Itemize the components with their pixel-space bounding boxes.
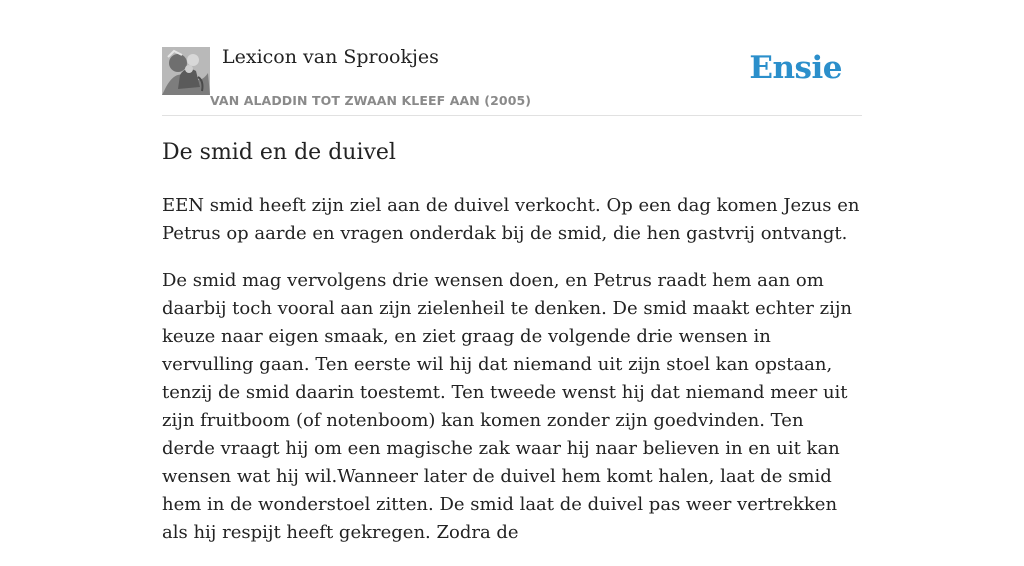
- article-title: De smid en de duivel: [162, 140, 396, 165]
- book-cover-illustration-icon: [162, 47, 210, 95]
- site-subtitle[interactable]: VAN ALADDIN TOT ZWAAN KLEEF AAN (2005): [210, 93, 532, 108]
- article-body: [162, 192, 862, 566]
- brand-logo[interactable]: Ensie: [749, 50, 842, 86]
- article-paragraph: EEN smid heeft zijn ziel aan de duivel verkocht. Op een dag komen Jezus en Petrus op aarde en vragen onderdak bij de smid, die hen gastvrij ontvangt.: [162, 195, 860, 244]
- avatar[interactable]: [162, 47, 210, 95]
- header: [162, 0, 862, 116]
- article-paragraph: De smid mag vervolgens drie wensen doen, en Petrus raadt hem aan om daarbij toch vooral aan zijn zielenheil te denken. De smid maakt echter zijn keuze naar eigen smaak, en ziet graag de volgende drie wensen in vervulling gaan. Ten eerste wil hij dat niemand uit zijn stoel kan opstaan, tenzij de smid daarin toestemt. Ten tweede wenst hij dat niemand meer uit zijn fruitboom (of notenboom) kan komen zonder zijn goedvinden. Ten derde vraagt hij om een magische zak waar hij naar believen in en uit kan wensen wat hij wil.Wanneer later de duivel hem komt halen, laat de smid hem in de wonderstoel zitten. De smid laat de duivel pas weer vertrekken als hij respijt heeft gekregen. Zodra de: [162, 270, 853, 543]
- site-title[interactable]: Lexicon van Sprookjes: [222, 46, 439, 68]
- page: [162, 0, 862, 543]
